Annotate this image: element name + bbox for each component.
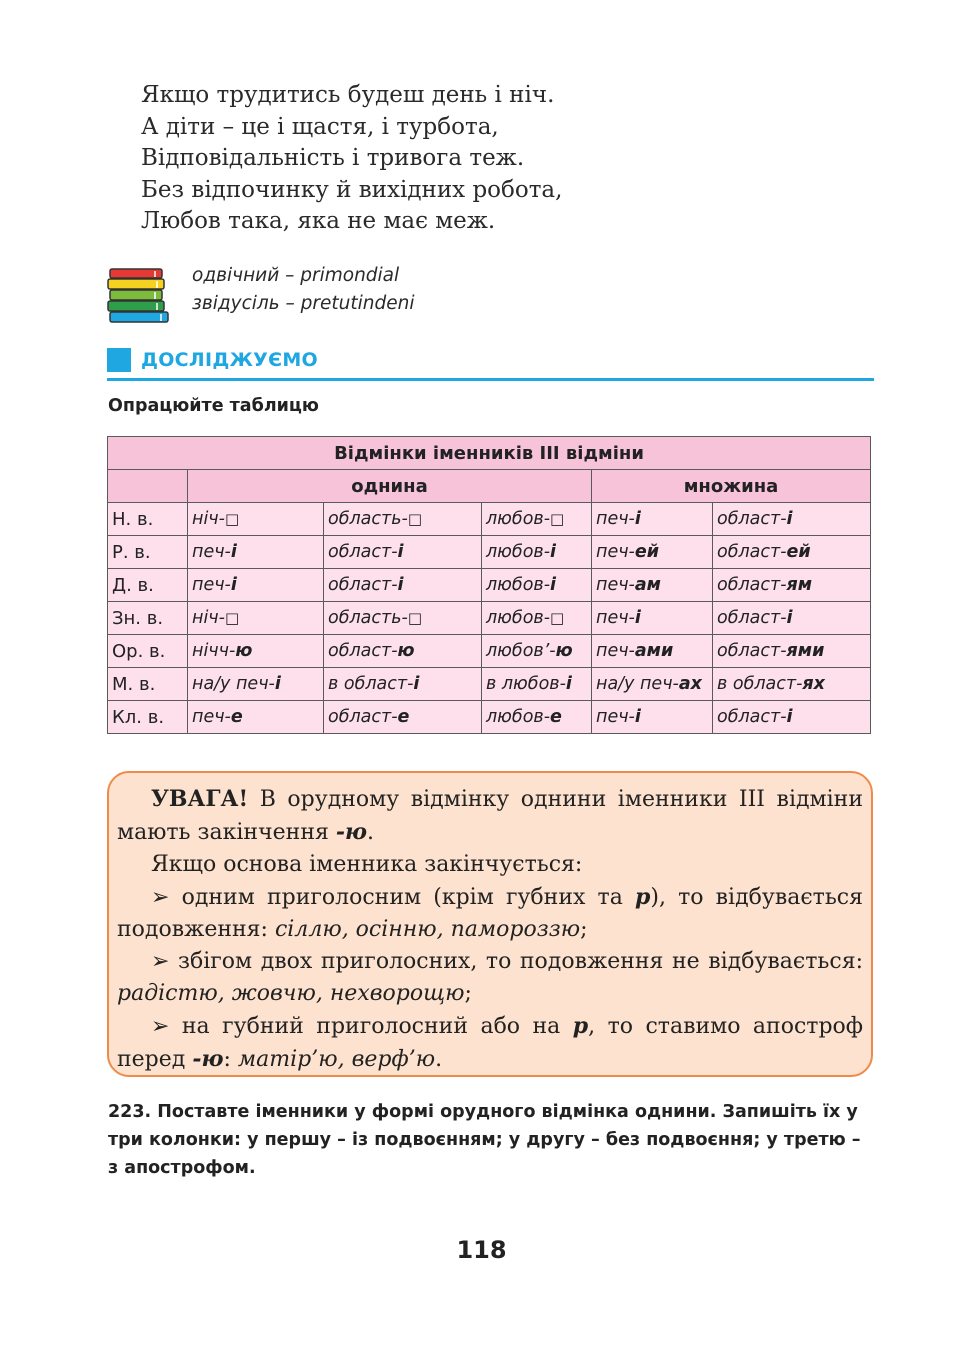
- exercise-223: 223. Поставте іменники у формі орудного відмінка однини. Запишіть їх у три колонки: у першу – із подвоєнням; у другу – без подвоєння; у третю – з апострофом.: [108, 1102, 861, 1178]
- declension-table: [107, 436, 871, 734]
- attention-bullet: [117, 881, 863, 946]
- word-form-cell: [188, 503, 324, 536]
- word-stem: област-: [717, 542, 787, 562]
- word-stem: ніч-: [192, 608, 225, 628]
- word-stem: ніч-: [192, 509, 225, 529]
- word-ending: ей: [634, 542, 660, 562]
- word-ending: е: [230, 707, 243, 727]
- word-form-cell: [592, 668, 713, 701]
- word-ending: і: [550, 575, 557, 595]
- letter-highlight: р: [572, 1013, 589, 1039]
- word-ending: і: [397, 542, 404, 562]
- poem-line: Без відпочинку й вихідних робота,: [141, 176, 563, 203]
- section-divider: [107, 378, 874, 381]
- word-form-cell: [482, 536, 592, 569]
- word-form-cell: [324, 602, 482, 635]
- word-stem: печ-: [192, 542, 231, 562]
- word-ending: ю: [397, 641, 415, 661]
- word-form-cell: [324, 668, 482, 701]
- word-ending: і: [274, 674, 281, 694]
- word-stem: печ-: [596, 575, 635, 595]
- word-ending: і: [565, 674, 572, 694]
- bullet-text: ➢ на губний приголосний або на: [151, 1014, 573, 1039]
- word-stem: област-: [717, 575, 787, 595]
- stacked-books-icon: [107, 268, 169, 324]
- word-ending: і: [230, 542, 237, 562]
- word-form-cell: [324, 701, 482, 734]
- word-stem: на/у печ-: [192, 674, 275, 694]
- word-form-cell: [713, 536, 871, 569]
- word-ending: ам: [634, 575, 661, 595]
- attention-box: [107, 771, 873, 1077]
- punctuation: .: [435, 1047, 443, 1072]
- word-stem: област-: [717, 509, 787, 529]
- zero-ending-box-icon: □: [407, 510, 423, 528]
- word-stem: печ-: [596, 509, 635, 529]
- attention-paragraph: [117, 783, 863, 849]
- word-ending: е: [550, 707, 562, 727]
- attention-label: УВАГА!: [151, 786, 249, 812]
- word-stem: любов-: [486, 575, 551, 595]
- word-stem: любов-: [486, 542, 551, 562]
- poem-line: А діти – це і щастя, і турбота,: [141, 113, 499, 140]
- word-form-cell: [188, 536, 324, 569]
- examples: сіллю, осінню, памороззю: [274, 917, 581, 942]
- word-stem: нічч-: [192, 641, 236, 661]
- word-form-cell: [592, 635, 713, 668]
- bullet-text: ➢ збігом двох приголосних, то подовження не відбувається:: [151, 949, 863, 974]
- word-form-cell: [324, 569, 482, 602]
- zero-ending-box-icon: □: [407, 609, 423, 627]
- attention-bullet: [117, 1010, 863, 1076]
- word-stem: область-: [328, 509, 408, 529]
- poem-line: Любов така, яка не має меж.: [141, 208, 496, 234]
- word-form-cell: [592, 569, 713, 602]
- word-stem: любов’-: [486, 641, 556, 661]
- word-stem: област-: [717, 608, 787, 628]
- word-ending: і: [550, 542, 557, 562]
- word-stem: област-: [328, 575, 398, 595]
- word-form-cell: [324, 503, 482, 536]
- zero-ending-box-icon: □: [550, 609, 565, 627]
- word-ending: ах: [678, 674, 702, 694]
- table-row: [108, 701, 871, 734]
- word-ending: ю: [235, 641, 253, 661]
- word-stem: печ-: [596, 542, 635, 562]
- attention-text: В орудному відмінку однини іменники ІІІ відміни мають закінчення: [117, 787, 863, 845]
- punctuation: :: [223, 1047, 238, 1072]
- vocabulary-item: одвічний – primondial: [192, 265, 400, 286]
- bullet-text: ), то відбувається подовження:: [117, 885, 863, 942]
- word-stem: в любов-: [486, 674, 566, 694]
- vocabulary-list: [192, 262, 415, 318]
- section-title: ДОСЛІДЖУЄМО: [141, 349, 318, 371]
- word-form-cell: [482, 602, 592, 635]
- examples: матір’ю, верф’ю: [237, 1047, 436, 1072]
- word-form-cell: [188, 569, 324, 602]
- ending-highlight: -ю: [192, 1046, 224, 1072]
- word-stem: на/у печ-: [596, 674, 679, 694]
- word-ending: ю: [555, 641, 573, 661]
- word-form-cell: [188, 602, 324, 635]
- case-label: Кл. в.: [108, 701, 188, 734]
- examples: радістю, жовчю, нехворощю: [117, 981, 465, 1006]
- word-stem: печ-: [192, 707, 231, 727]
- word-form-cell: [188, 701, 324, 734]
- word-form-cell: [188, 635, 324, 668]
- bullet-text: ➢ одним приголосним (крім губних та: [151, 885, 635, 910]
- punctuation: .: [367, 820, 375, 845]
- word-ending: і: [397, 575, 404, 595]
- word-ending: і: [786, 608, 793, 628]
- word-form-cell: [324, 635, 482, 668]
- word-form-cell: [713, 503, 871, 536]
- word-stem: печ-: [192, 575, 231, 595]
- word-stem: област-: [328, 542, 398, 562]
- singular-header: однина: [188, 470, 592, 503]
- word-form-cell: [482, 635, 592, 668]
- table-caption: Відмінки іменників ІІІ відміни: [108, 437, 871, 470]
- case-label: Ор. в.: [108, 635, 188, 668]
- zero-ending-box-icon: □: [224, 609, 240, 627]
- attention-paragraph: Якщо основа іменника закінчується:: [151, 852, 583, 877]
- table-row: [108, 635, 871, 668]
- table-row: [108, 536, 871, 569]
- word-ending: ей: [786, 542, 811, 562]
- word-stem: област-: [328, 641, 398, 661]
- word-stem: област-: [717, 707, 787, 727]
- word-ending: ями: [786, 641, 825, 661]
- word-form-cell: [592, 536, 713, 569]
- word-ending: і: [230, 575, 237, 595]
- word-form-cell: [713, 701, 871, 734]
- poem: [141, 80, 841, 238]
- page-number: 118: [456, 1236, 507, 1264]
- header-blank-cell: [108, 470, 188, 503]
- table-row: [108, 503, 871, 536]
- word-stem: печ-: [596, 608, 635, 628]
- zero-ending-box-icon: □: [224, 510, 240, 528]
- word-stem: в област-: [328, 674, 414, 694]
- poem-line: Відповідальність і тривога теж.: [141, 145, 525, 171]
- word-form-cell: [592, 701, 713, 734]
- word-stem: любов-: [486, 509, 551, 529]
- attention-bullet: [117, 946, 863, 1010]
- word-ending: і: [634, 509, 641, 529]
- word-stem: любов-: [486, 707, 551, 727]
- word-ending: і: [786, 707, 793, 727]
- word-form-cell: [482, 503, 592, 536]
- word-stem: печ-: [596, 641, 635, 661]
- word-ending: ям: [786, 575, 813, 595]
- word-ending: е: [397, 707, 410, 727]
- word-form-cell: [324, 536, 482, 569]
- word-ending: і: [786, 509, 793, 529]
- case-label: Р. в.: [108, 536, 188, 569]
- table-row: [108, 668, 871, 701]
- letter-highlight: р: [635, 884, 651, 910]
- word-stem: област-: [717, 641, 787, 661]
- case-label: Н. в.: [108, 503, 188, 536]
- word-form-cell: [592, 602, 713, 635]
- vocabulary-item: звідусіль – pretutindeni: [192, 293, 415, 314]
- word-form-cell: [713, 668, 871, 701]
- case-label: Зн. в.: [108, 602, 188, 635]
- poem-line: Якщо трудитись будеш день і ніч.: [141, 82, 555, 108]
- bullet-text: , то ставимо апостроф перед: [117, 1014, 863, 1072]
- table-body: [108, 503, 871, 734]
- word-form-cell: [482, 668, 592, 701]
- punctuation: ;: [464, 981, 472, 1006]
- word-stem: в област-: [717, 674, 803, 694]
- punctuation: ;: [580, 917, 588, 942]
- word-form-cell: [713, 635, 871, 668]
- word-form-cell: [188, 668, 324, 701]
- word-stem: област-: [328, 707, 398, 727]
- word-ending: і: [634, 608, 641, 628]
- word-ending: ях: [802, 674, 825, 694]
- word-form-cell: [592, 503, 713, 536]
- word-form-cell: [713, 569, 871, 602]
- word-stem: печ-: [596, 707, 635, 727]
- word-ending: і: [413, 674, 420, 694]
- plural-header: множина: [592, 470, 871, 503]
- section-marker-icon: [107, 348, 131, 372]
- word-ending: ами: [634, 641, 674, 661]
- word-form-cell: [482, 569, 592, 602]
- case-label: Д. в.: [108, 569, 188, 602]
- zero-ending-box-icon: □: [550, 510, 565, 528]
- table-row: [108, 602, 871, 635]
- word-stem: область-: [328, 608, 408, 628]
- ending-highlight: -ю: [335, 819, 368, 845]
- word-form-cell: [713, 602, 871, 635]
- instruction: Опрацюйте таблицю: [108, 396, 319, 416]
- section-header: [107, 345, 874, 381]
- word-stem: любов-: [486, 608, 551, 628]
- word-form-cell: [482, 701, 592, 734]
- case-label: М. в.: [108, 668, 188, 701]
- table-row: [108, 569, 871, 602]
- word-ending: і: [634, 707, 641, 727]
